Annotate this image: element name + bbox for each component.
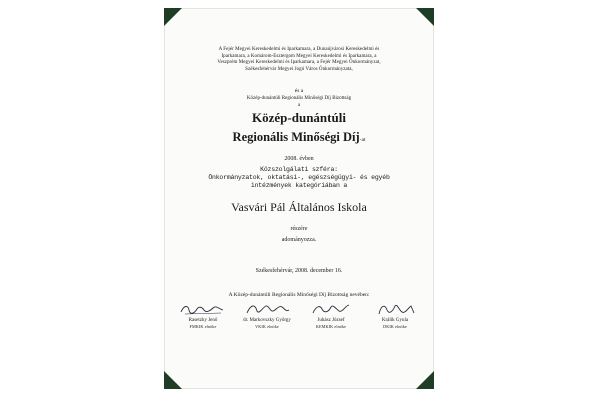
issuers-line: Veszprém Megyei Kereskedelmi és Iparkamara, a Fejér Megyei Önkormányzat, [217, 60, 381, 66]
for-text: részére [290, 226, 308, 232]
conjunction: és a [294, 88, 304, 94]
corner-ornament-bottom-right [416, 371, 434, 389]
issuers-line: Székesfehérvár Megyei Jogú Város Önkormányzata, [245, 66, 353, 72]
handwritten-signature [303, 301, 359, 317]
signatory-name: dr. Markovszky György [243, 318, 291, 323]
handwritten-signature [239, 301, 295, 317]
signatory-title: DKIK elnöke [383, 324, 407, 329]
category-line: Közszolgálati szféra: [260, 166, 338, 173]
signature-block [363, 301, 427, 351]
award-title-line1: Közép-dunántúli [252, 110, 346, 125]
category-block [165, 166, 433, 190]
recipient-name: Vasvári Pál Általános Iskola [231, 200, 367, 214]
signatory-name: Rasetzky Jenő [188, 318, 218, 323]
signature-block [299, 301, 363, 351]
signatory-title: KEMKIK elnöke [315, 324, 347, 329]
handwritten-signature [367, 301, 423, 317]
issuers-line: A Fejér Megyei Kereskedelmi és Iparkamara, a Dunaújvárosi Kereskedelmi és [218, 47, 380, 52]
signatory-title: FMKIK elnöke [189, 324, 217, 329]
handwritten-signature [175, 301, 231, 317]
award-title-line2 [165, 130, 433, 145]
awards-text: adományozza. [281, 237, 317, 243]
signature-block [171, 301, 235, 351]
issuers-block [165, 47, 433, 73]
certificate [164, 8, 434, 389]
corner-ornament-top-left [164, 8, 182, 26]
corner-ornament-bottom-left [164, 371, 182, 389]
signature-block [235, 301, 299, 351]
award-title-text: Regionális Minőségi Díj [232, 130, 360, 144]
committee-line: Közép-dunántúli Regionális Minőségi Díj Bizottság [246, 96, 352, 101]
signatures-row [171, 301, 427, 351]
category-line: Önkormányzatok, oktatási-, egészségügyi- és egyéb [208, 174, 390, 181]
date-line: Székesfehérvár, 2008. december 16. [255, 268, 343, 274]
year-line: 2008. évben [284, 156, 314, 162]
signatory-name: Králik Gyula [381, 318, 409, 323]
award-title-suffix: -at [359, 137, 366, 143]
category-line: intézmények kategóriában a [250, 182, 348, 189]
on-behalf-line: A Közép-dunántúli Regionális Minőségi Díj Bizottság nevében: [228, 292, 370, 298]
conjunction-a: a [297, 103, 301, 108]
issuers-line: Iparkamara, a Komárom-Esztergom Megyei Kereskedelmi és Iparkamara, a [221, 53, 377, 59]
signatory-title: VKIK elnöke [255, 324, 279, 329]
signatory-name: Juhász József [317, 318, 345, 323]
corner-ornament-top-right [416, 8, 434, 26]
